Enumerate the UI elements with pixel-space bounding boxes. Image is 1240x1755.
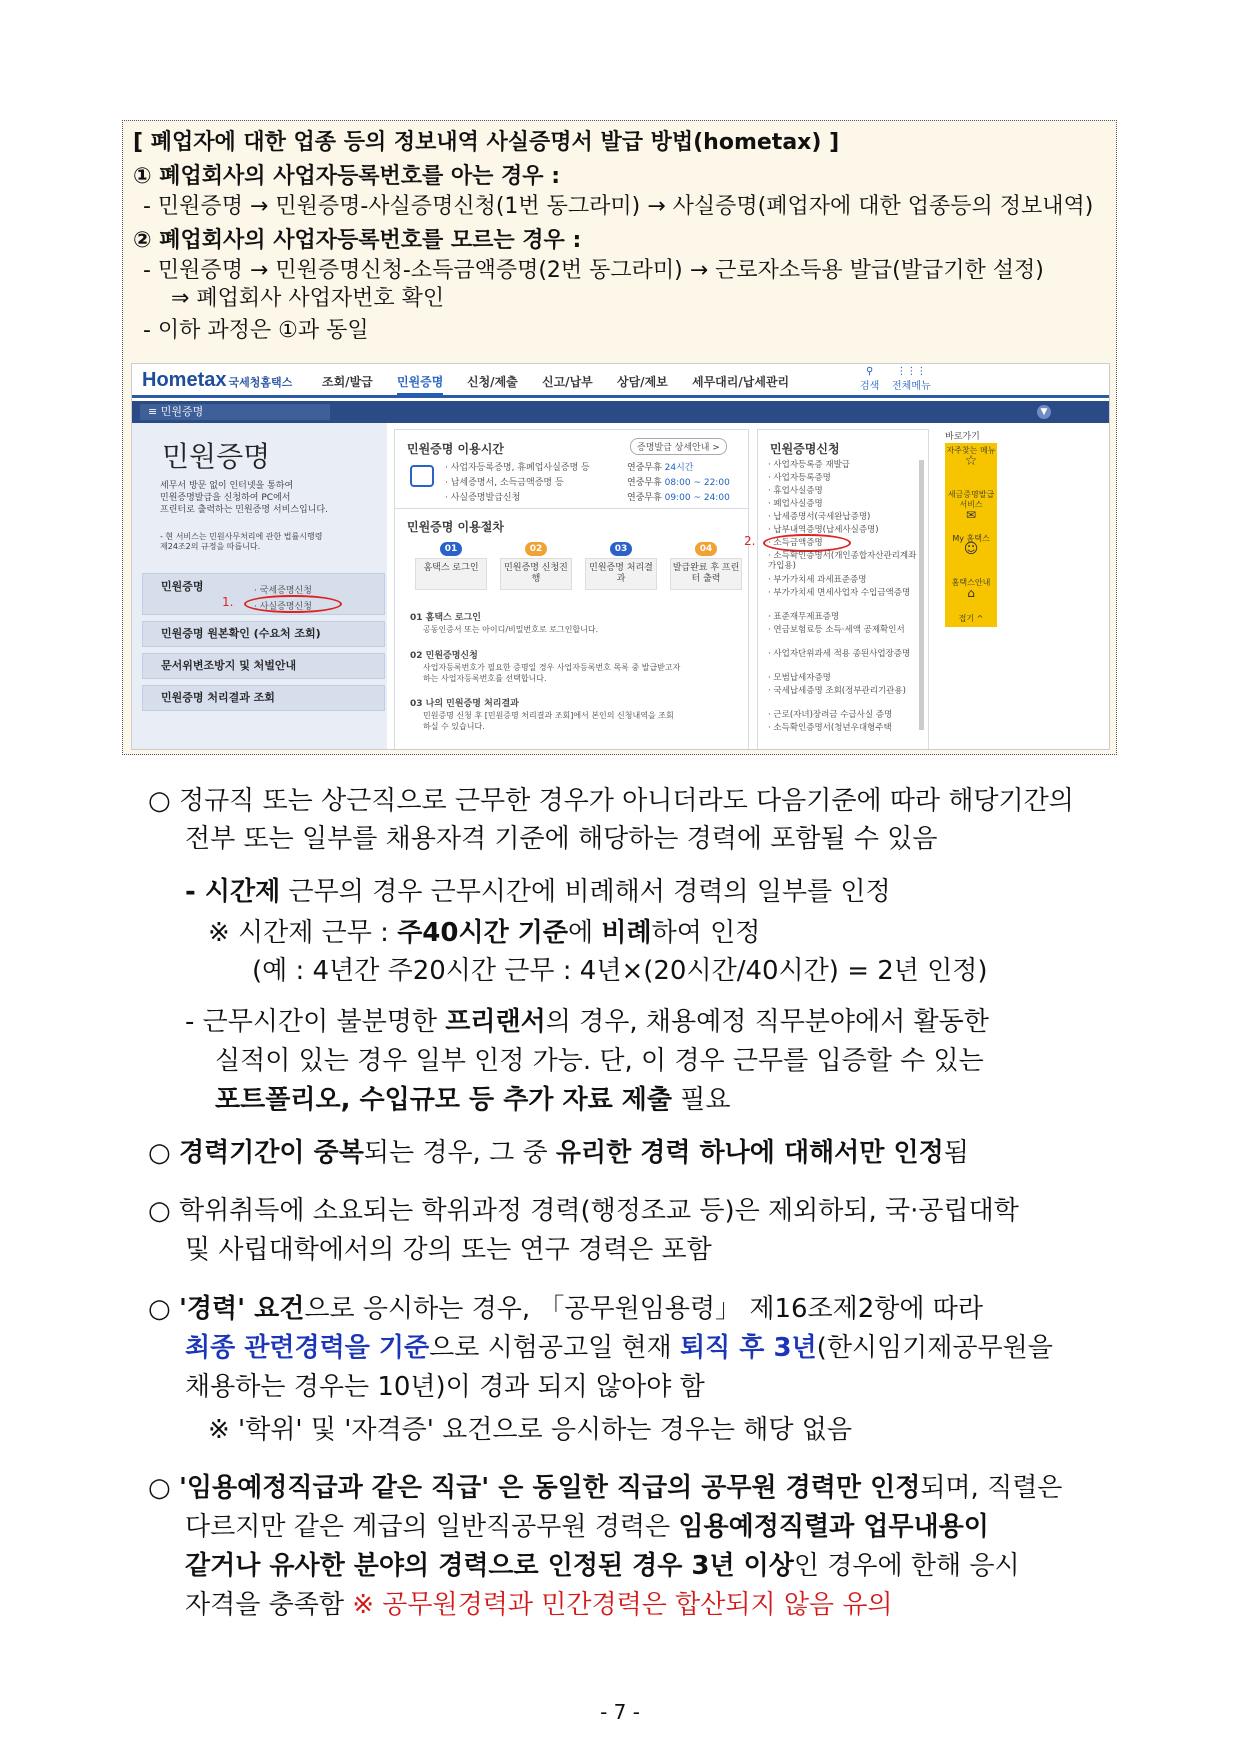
step-login: 홈택스 로그인 [415, 558, 487, 590]
divider [395, 508, 748, 509]
para-5c [215, 1082, 731, 1118]
apply-item[interactable]: · 사업자단위과세 적용 종된사업장증명 [768, 649, 911, 659]
quick-label: 세금증명발급 서비스 [947, 490, 995, 509]
case2-title: ② 폐업회사의 사업자등록번호를 모르는 경우 : [133, 228, 582, 253]
para-6 [148, 1135, 969, 1171]
guide-title: [ 폐업자에 대한 업종 등의 정보내역 사실증명서 발급 방법(hometax) ] [133, 130, 840, 155]
case2-step-b: ⇒ 폐업회사 사업자번호 확인 [171, 286, 445, 311]
chevron-down-icon[interactable]: ▼ [1037, 405, 1051, 419]
para-10-text: 되며, 직렬은 [920, 1473, 1063, 1503]
hours-row-time: 08:00 ~ 22:00 [664, 478, 730, 488]
para-8-text: ○ [148, 1294, 179, 1324]
menu-apply[interactable]: 신청/제출 [467, 375, 518, 389]
para-3-bold: 비례 [601, 918, 652, 948]
apply-item[interactable]: · 소득확인증명서(청년우대형주택 [768, 723, 892, 733]
left-menu-forgery-guide[interactable]: 문서위변조방지 및 처벌안내 [142, 653, 385, 679]
quick-tax-cert[interactable] [945, 487, 997, 531]
step-number: 03 [610, 542, 632, 556]
para-10d [185, 1587, 893, 1623]
nav-select[interactable]: ≡ 민원증명 [140, 404, 330, 420]
apply-item[interactable]: · 연금보험료등 소득·세액 공제확인서 [768, 625, 905, 635]
para-1b: 전부 또는 일부를 채용자격 기준에 해당하는 경력에 포함될 수 있음 [185, 824, 938, 854]
quick-favorite[interactable] [945, 443, 997, 487]
marker-1: 1. [222, 595, 234, 609]
mail-icon: ✉ [965, 508, 977, 522]
para-5-text: - 근무시간이 불분명한 [185, 1007, 446, 1037]
home-icon: ⌂ [967, 586, 975, 600]
para-5b: 실적이 있는 경우 일부 인정 가능. 단, 이 경우 근무를 입증할 수 있는 [215, 1046, 984, 1076]
para-3-bold: 주40시간 기준 [397, 918, 569, 948]
para-5a [185, 1004, 989, 1040]
proc-3-title: 03 나의 민원증명 처리결과 [410, 699, 519, 709]
apply-item[interactable]: · 휴업사실증명 [768, 486, 823, 496]
hometax-quick-links [937, 429, 1001, 629]
hours-detail-link[interactable]: 증명발급 상세안내 > [630, 438, 727, 455]
para-9: ※ '학위' 및 '자격증' 요건으로 응시하는 경우는 해당 없음 [208, 1415, 852, 1445]
para-10a [148, 1470, 1062, 1506]
para-10-text: ○ [148, 1473, 179, 1503]
para-8-bold: '경력' 요건 [178, 1294, 305, 1324]
left-menu-label: 민원증명 [161, 580, 204, 593]
page-title: 민원증명 [162, 440, 271, 473]
menu-certificate[interactable]: 민원증명 [397, 373, 443, 395]
hours-row-time: 09:00 ~ 24:00 [664, 493, 730, 503]
submenu-fact-certificate[interactable]: · 사실증명신청 [254, 602, 312, 612]
para-5-text: 필요 [672, 1085, 731, 1115]
apply-item[interactable]: · 근로(자녀)장려금 수급사실 증명 [768, 710, 893, 720]
case1-title: ① 폐업회사의 사업자등록번호를 아는 경우 : [133, 164, 561, 189]
para-2-bold: - 시간제 [185, 877, 281, 907]
apply-item[interactable]: · 국세납세증명 조회(정부관리기관용) [768, 686, 906, 696]
para-2-rest: 근무의 경우 근무시간에 비례해서 경력의 일부를 인정 [280, 877, 891, 907]
para-5-text: 의 경우, 채용예정 직무분야에서 활동한 [545, 1007, 989, 1037]
para-8-text: 으로 응시하는 경우, 「공무원임용령」 제16조제2항에 따라 [304, 1294, 984, 1324]
logo-sub-text: 국세청홈택스 [228, 377, 293, 389]
search-label: 검색 [860, 381, 880, 392]
allmenu-label: 전체메뉴 [892, 381, 931, 392]
apply-item[interactable]: · 소득확인증명서(개인종합자산관리계좌 가입용) [768, 551, 917, 571]
highlight-ellipse [244, 595, 342, 613]
submenu-national-tax[interactable]: · 국세증명신청 [254, 586, 312, 596]
quick-label: 자주찾는 메뉴 [946, 446, 996, 455]
apply-item[interactable]: · 모범납세자증명 [768, 673, 831, 683]
marker-2: 2. [744, 534, 756, 548]
para-10b [185, 1509, 989, 1545]
quick-label: 홈택스안내 [951, 578, 991, 587]
apply-item[interactable]: · 납세증명서(국세완납증명) [768, 512, 871, 522]
hours-row-label: 연중무휴 [627, 463, 662, 473]
apply-item[interactable]: · 표준재무제표증명 [768, 612, 840, 622]
proc-2-title: 02 민원증명신청 [410, 651, 478, 661]
proc-1-title: 01 홈택스 로그인 [410, 613, 481, 623]
quick-title: 바로가기 [945, 432, 980, 442]
allmenu-button[interactable] [892, 366, 931, 392]
intro-text: 프린터로 출력하는 민원증명 서비스입니다. [160, 505, 328, 515]
para-5-bold: 포트폴리오, 수입규모 등 추가 자료 제출 [215, 1085, 672, 1115]
intro-note: 제24조2의 규정을 따릅니다. [160, 542, 261, 551]
proc-2-desc: 하는 사업자등록번호를 선택합니다. [423, 674, 547, 683]
hours-row-label: 연중무휴 [627, 493, 662, 503]
step-number: 04 [695, 542, 717, 556]
proc-2-desc: 사업자등록번호가 필요한 증명일 경우 사업자등록번호 목록 중 발급받고자 [423, 663, 681, 672]
proc-3-desc: 민원증명 신청 후 [민원증명 처리결과 조회]에서 본인의 신청내역을 조회 [423, 711, 674, 720]
para-6-text: 됨 [943, 1138, 969, 1168]
proc-1-desc: 공동인증서 또는 아이디/비밀번호로 로그인합니다. [423, 625, 599, 634]
step-number: 01 [440, 542, 462, 556]
grid-icon: ⋮⋮⋮ [896, 366, 927, 377]
quick-collapse[interactable]: 접기 ^ [945, 611, 997, 627]
para-8c: 채용하는 경우는 10년)이 경과 되지 않아야 함 [185, 1372, 705, 1402]
para-6-text: ○ [148, 1138, 179, 1168]
para-4: (예 : 4년간 주20시간 근무 : 4년×(20시간/40시간) = 2년 인정) [252, 956, 988, 986]
case2-step-c: - 이하 과정은 ①과 동일 [143, 318, 369, 343]
para-5-bold: 프리랜서 [445, 1007, 546, 1037]
para-2 [185, 874, 891, 910]
hometax-middle-panel [394, 429, 749, 750]
step-result: 민원증명 처리결과 [585, 558, 657, 590]
intro-text: 민원증명발급을 신청하여 PC에서 [160, 493, 291, 503]
para-10-text: 다르지만 같은 계급의 일반직공무원 경력은 [185, 1512, 679, 1542]
guide-box [122, 120, 1117, 755]
apply-item[interactable]: · 부가가치세 과세표준증명 [768, 575, 867, 585]
hometax-logo[interactable] [142, 369, 292, 392]
case1-step: - 민원증명 → 민원증명-사실증명신청(1번 동그라미) → 사실증명(폐업자에 대한 업종등의 정보내역) [143, 194, 1094, 219]
quick-label: My 홈택스 [952, 534, 990, 543]
para-8b [185, 1330, 1053, 1366]
apply-item[interactable]: · 납부내역증명(납세사실증명) [768, 525, 879, 535]
para-8-highlight: 퇴직 후 3년 [680, 1333, 817, 1363]
logo-text: Hometax [142, 369, 227, 391]
hours-row-item: · 사실증명발급신청 [445, 493, 521, 503]
apply-item[interactable]: · 부가가치세 면세사업자 수입금액증명 [768, 588, 911, 598]
para-6-bold: 경력기간이 중복 [178, 1138, 364, 1168]
para-3-text: 하여 인정 [651, 918, 761, 948]
case2-step-a: - 민원증명 → 민원증명신청-소득금액증명(2번 동그라미) → 근로자소득용 발급(발급기한 설정) [143, 258, 1044, 283]
para-10-warning: ※ 공무원경력과 민간경력은 합산되지 않음 유의 [352, 1590, 893, 1620]
page-number: - 7 - [600, 1700, 640, 1724]
hometax-navbar [132, 401, 1110, 423]
menu-inquiry[interactable]: 조회/발급 [322, 375, 373, 389]
step-number: 02 [525, 542, 547, 556]
apply-title: 민원증명신청 [770, 442, 840, 456]
para-6-text: 되는 경우, 그 중 [363, 1138, 556, 1168]
para-10c [185, 1548, 1020, 1584]
hometax-left-panel [132, 423, 387, 750]
scrollbar[interactable] [919, 460, 924, 730]
clock-icon [410, 465, 434, 487]
search-icon: ⚲ [866, 366, 874, 377]
para-3 [208, 915, 760, 951]
para-6-bold: 유리한 경력 하나에 대해서만 인정 [555, 1138, 944, 1168]
hometax-apply-panel [744, 429, 929, 750]
left-menu-original-check[interactable]: 민원증명 원본확인 (수요처 조회) [142, 621, 385, 647]
apply-item[interactable]: · 사업자등록증명 [768, 473, 831, 483]
quick-guide[interactable] [945, 575, 997, 611]
hometax-screenshot [131, 363, 1110, 750]
highlight-ellipse [763, 534, 851, 552]
para-1a: ○ 정규직 또는 상근직으로 근무한 경우가 아니더라도 다음기준에 따라 해당기간의 [148, 786, 1074, 816]
para-3-text: ※ 시간제 근무 : [208, 918, 398, 948]
apply-item-income[interactable]: · 소득금액증명 [768, 538, 823, 548]
para-10-bold: 임용예정직렬과 업무내용이 [678, 1512, 989, 1542]
menu-report[interactable]: 신고/납부 [542, 375, 593, 389]
step-apply: 민원증명 신청진행 [500, 558, 572, 590]
para-10-text: 자격을 충족함 [185, 1590, 353, 1620]
para-8-text: 으로 시험공고일 현재 [429, 1333, 680, 1363]
intro-text: 세무서 방문 없이 인터넷을 통하여 [160, 481, 294, 491]
procedure-title: 민원증명 이용절차 [407, 520, 504, 534]
menu-agent[interactable]: 세무대리/납세관리 [692, 375, 790, 389]
para-8-text: (한시임기제공무원을 [816, 1333, 1053, 1363]
hours-row-item: · 납세증명서, 소득금액증명 등 [445, 478, 564, 488]
intro-note: - 현 서비스는 민원사무처리에 관한 법률시행령 [160, 532, 323, 541]
search-button[interactable] [860, 366, 879, 392]
hours-row-label: 연중무휴 [627, 478, 662, 488]
apply-item[interactable]: · 폐업사실증명 [768, 499, 823, 509]
left-menu-result-inquiry[interactable]: 민원증명 처리결과 조회 [142, 685, 385, 711]
apply-item[interactable]: · 사업자등록증 재발급 [768, 460, 851, 470]
quick-my-hometax[interactable] [945, 531, 997, 575]
step-print: 발급완료 후 프린터 출력 [670, 558, 742, 590]
menu-consult[interactable]: 상담/제보 [617, 375, 668, 389]
hours-row-item: · 사업자등록증명, 휴폐업사실증명 등 [445, 463, 590, 473]
para-10-bold: '임용예정직급과 같은 직급' 은 동일한 직급의 공무원 경력만 인정 [178, 1473, 921, 1503]
hours-title: 민원증명 이용시간 [407, 442, 504, 456]
para-8a [148, 1291, 983, 1327]
para-7a: ○ 학위취득에 소요되는 학위과정 경력(행정조교 등)은 제외하되, 국·공립대학 [148, 1196, 1019, 1226]
hometax-topbar [132, 364, 1110, 398]
proc-3-desc: 하실 수 있습니다. [423, 722, 485, 731]
para-3-text: 에 [568, 918, 602, 948]
user-icon: ☺ [963, 541, 979, 557]
para-8-highlight: 최종 관련경력을 기준 [185, 1333, 430, 1363]
para-7b: 및 사립대학에서의 강의 또는 연구 경력은 포함 [185, 1235, 712, 1265]
para-10-text: 인 경우에 한해 응시 [793, 1551, 1020, 1581]
star-icon: ☆ [964, 453, 978, 469]
hours-row-time: 24시간 [664, 463, 694, 473]
para-10-bold: 같거나 유사한 분야의 경력으로 인정된 경우 3년 이상 [185, 1551, 794, 1581]
